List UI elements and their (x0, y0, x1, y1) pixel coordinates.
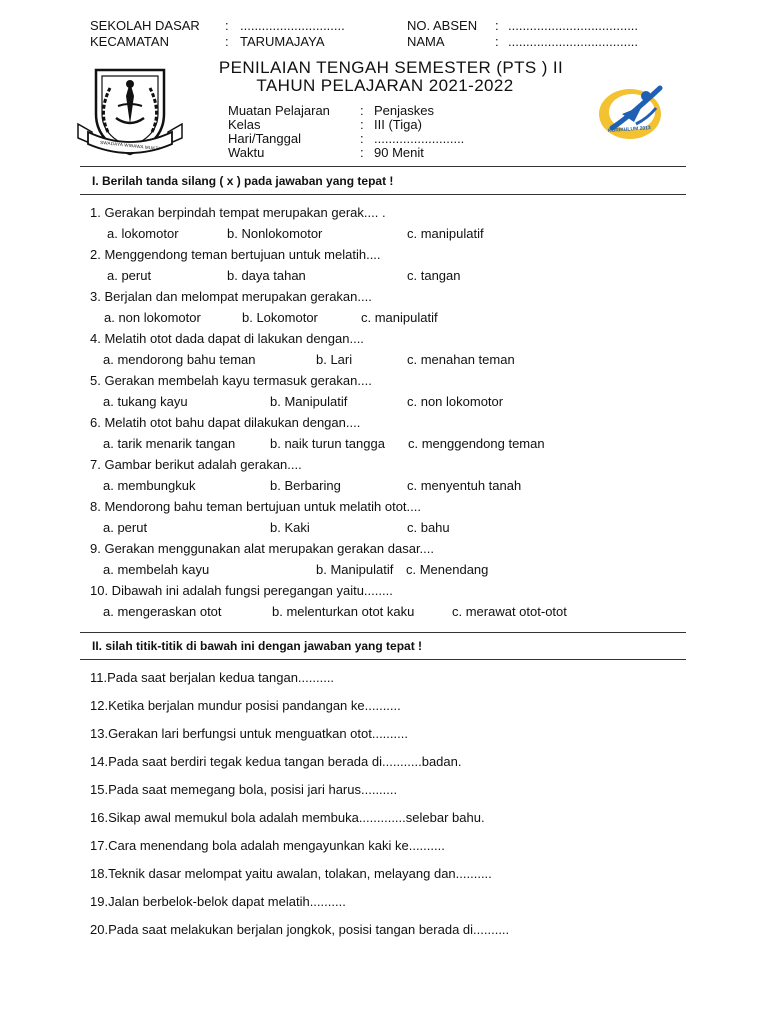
mc-option-a[interactable]: a. mengeraskan otot (103, 604, 222, 619)
section2-top-divider (80, 632, 686, 633)
mc-option-c[interactable]: c. menahan teman (407, 352, 515, 367)
mc-option-c[interactable]: c. bahu (407, 520, 450, 535)
mc-question: 6. Melatih otot bahu dapat dilakukan dengan.... (90, 415, 361, 430)
mc-option-b[interactable]: b. Manipulatif (316, 562, 394, 577)
mc-option-c[interactable]: c. Menendang (406, 562, 489, 577)
district-label: KECAMATAN (90, 34, 169, 49)
mc-question: 8. Mendorong bahu teman bertujuan untuk melatih otot.... (90, 499, 421, 514)
mc-option-a[interactable]: a. membungkuk (103, 478, 196, 493)
mc-option-a[interactable]: a. lokomotor (107, 226, 179, 241)
mc-option-a[interactable]: a. non lokomotor (104, 310, 201, 325)
mc-option-b[interactable]: b. naik turun tangga (270, 436, 385, 451)
fill-in-question: 20.Pada saat melakukan berjalan jongkok, posisi tangan berada di.......... (90, 922, 510, 937)
class-label: Kelas (228, 117, 261, 132)
mc-question: 9. Gerakan menggunakan alat merupakan gerakan dasar.... (90, 541, 434, 556)
mc-option-a[interactable]: a. mendorong bahu teman (103, 352, 256, 367)
mc-option-c[interactable]: c. tangan (407, 268, 461, 283)
mc-option-b[interactable]: b. Nonlokomotor (227, 226, 323, 241)
mc-option-b[interactable]: b. daya tahan (227, 268, 306, 283)
fill-in-question: 18.Teknik dasar melompat yaitu awalan, tolakan, melayang dan.......... (90, 866, 492, 881)
school-label: SEKOLAH DASAR (90, 18, 200, 33)
mc-option-b[interactable]: b. Lokomotor (242, 310, 318, 325)
fill-in-question: 16.Sikap awal memukul bola adalah membuka.............selebar bahu. (90, 810, 485, 825)
class-sep: : (360, 117, 364, 132)
name-sep: : (495, 34, 499, 49)
kurikulum-2013-icon (594, 84, 670, 144)
mc-option-c[interactable]: c. non lokomotor (407, 394, 504, 409)
school-sep: : (225, 18, 229, 33)
mc-question: 10. Dibawah ini adalah fungsi peregangan yaitu........ (90, 583, 393, 598)
date-sep: : (360, 131, 364, 146)
time-value: 90 Menit (374, 145, 424, 160)
absen-sep: : (495, 18, 499, 33)
time-sep: : (360, 145, 364, 160)
section1-heading: I. Berilah tanda silang ( x ) pada jawaban yang tepat ! (92, 174, 394, 188)
mc-option-c[interactable]: c. merawat otot-otot (452, 604, 567, 619)
mc-question: 4. Melatih otot dada dapat di lakukan dengan.... (90, 331, 364, 346)
crest-ribbon-text: SWADAYA WIBAWA MUKTI (99, 139, 161, 152)
time-label: Waktu (228, 145, 265, 160)
district-sep: : (225, 34, 229, 49)
mc-option-c[interactable]: c. menggendong teman (408, 436, 545, 451)
mc-question: 1. Gerakan berpindah tempat merupakan gerak.... . (90, 205, 386, 220)
mc-option-c[interactable]: c. manipulatif (361, 310, 438, 325)
fill-in-question: 19.Jalan berbelok-belok dapat melatih.......... (90, 894, 346, 909)
mc-option-b[interactable]: b. Lari (316, 352, 353, 367)
section1-top-divider (80, 166, 686, 167)
mc-option-a[interactable]: a. perut (103, 520, 148, 535)
page-subtitle: TAHUN PELAJARAN 2021-2022 (256, 76, 514, 95)
fill-in-question: 13.Gerakan lari berfungsi untuk menguatkan otot.......... (90, 726, 408, 741)
mc-option-a[interactable]: a. tarik menarik tangan (103, 436, 236, 451)
class-value: III (Tiga) (374, 117, 422, 132)
mc-option-b[interactable]: b. Kaki (270, 520, 310, 535)
subject-value: Penjaskes (374, 103, 434, 118)
page-title: PENILAIAN TENGAH SEMESTER (PTS ) II (218, 58, 564, 77)
subject-sep: : (360, 103, 364, 118)
mc-question: 3. Berjalan dan melompat merupakan gerakan.... (90, 289, 372, 304)
mc-option-a[interactable]: a. perut (107, 268, 152, 283)
school-value: ............................. (240, 18, 345, 33)
mc-option-a[interactable]: a. membelah kayu (103, 562, 210, 577)
section2-bottom-divider (80, 659, 686, 660)
fill-in-question: 15.Pada saat memegang bola, posisi jari harus.......... (90, 782, 398, 797)
date-label: Hari/Tanggal (228, 131, 301, 146)
name-value: .................................... (508, 34, 639, 49)
fill-in-question: 12.Ketika berjalan mundur posisi pandangan ke.......... (90, 698, 401, 713)
fill-in-question: 14.Pada saat berdiri tegak kedua tangan berada di...........badan. (90, 754, 462, 769)
district-value: TARUMAJAYA (240, 34, 325, 49)
mc-option-b[interactable]: b. Berbaring (270, 478, 341, 493)
kurikulum-ribbon-text: KURIKULUM 2013 (607, 125, 651, 135)
mc-question: 2. Menggendong teman bertujuan untuk melatih.... (90, 247, 381, 262)
absen-value: .................................... (508, 18, 639, 33)
subject-label: Muatan Pelajaran (228, 103, 330, 118)
mc-option-b[interactable]: b. Manipulatif (270, 394, 348, 409)
mc-question: 7. Gambar berikut adalah gerakan.... (90, 457, 302, 472)
mc-option-c[interactable]: c. menyentuh tanah (407, 478, 522, 493)
absen-label: NO. ABSEN (407, 18, 478, 33)
mc-question: 5. Gerakan membelah kayu termasuk gerakan.... (90, 373, 372, 388)
fill-in-question: 17.Cara menendang bola adalah mengayunkan kaki ke.......... (90, 838, 445, 853)
section1-bottom-divider (80, 194, 686, 195)
mc-option-a[interactable]: a. tukang kayu (103, 394, 188, 409)
mc-option-b[interactable]: b. melenturkan otot kaku (272, 604, 415, 619)
date-value: ......................... (374, 131, 465, 146)
mc-option-c[interactable]: c. manipulatif (407, 226, 484, 241)
fill-in-question: 11.Pada saat berjalan kedua tangan.......... (90, 670, 335, 685)
section2-heading: II. silah titik-titik di bawah ini dengan jawaban yang tepat ! (92, 639, 423, 653)
name-label: NAMA (407, 34, 445, 49)
